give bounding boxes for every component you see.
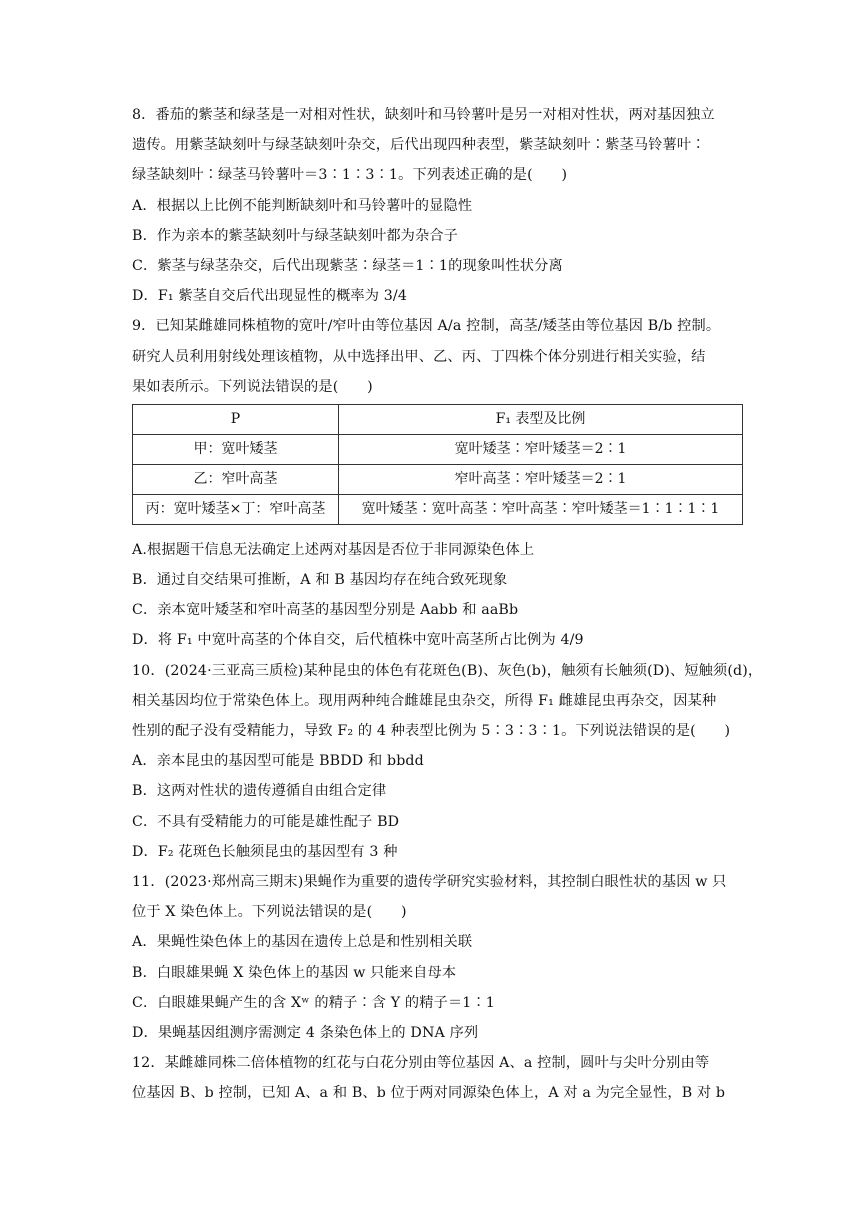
q11-option-a: A．果蝇性染色体上的基因在遗传上总是和性别相关联: [132, 934, 473, 951]
q8-option-c: C．紫茎与绿茎杂交，后代出现紫茎∶绿茎＝1∶1的现象叫性状分离: [132, 257, 563, 274]
table-cell: 甲：宽叶矮茎: [133, 434, 339, 464]
q10-stem-line: 性别的配子没有受精能力，导致 F₂ 的 4 种表型比例为 5∶3∶3∶1。下列说法错误的是( ): [132, 723, 731, 739]
q9-stem-line: 9．已知某雌雄同株植物的宽叶/窄叶由等位基因 A/a 控制，高茎/矮茎由等位基因 B/b 控制。: [132, 318, 721, 335]
table-header-cell: P: [133, 404, 339, 434]
q11-stem-line: 11．(2023·郑州高三期末)果蝇作为重要的遗传学研究实验材料，其控制白眼性状的基因 w 只: [132, 873, 727, 890]
q8-stem-line: 遗传。用紫茎缺刻叶与绿茎缺刻叶杂交，后代出现四种表型，紫茎缺刻叶∶紫茎马铃薯叶∶: [132, 137, 706, 154]
document-page: [132, 100, 763, 1108]
q10-stem-line: 10．(2024·三亚高三质检)某种昆虫的体色有花斑色(B)、灰色(b)，触须有长触须(D)、短触须(d)，: [132, 662, 763, 679]
table-cell: 窄叶高茎∶窄叶矮茎＝2∶1: [339, 464, 743, 494]
question-12: [132, 1048, 742, 1108]
q11-option-c: C．白眼雄果蝇产生的含 Xʷ 的精子∶含 Y 的精子＝1∶1: [132, 994, 495, 1011]
q8-stem-line: 8．番茄的紫茎和绿茎是一对相对性状，缺刻叶和马铃薯叶是另一对相对性状，两对基因独立: [132, 107, 715, 123]
question-8: [132, 100, 742, 311]
table-cell: 宽叶矮茎∶窄叶矮茎＝2∶1: [339, 434, 743, 464]
q8-option-b: B．作为亲本的紫茎缺刻叶与绿茎缺刻叶都为杂合子: [132, 227, 459, 244]
q10-option-d: D．F₂ 花斑色长触须昆虫的基因型有 3 种: [132, 843, 398, 860]
q11-option-d: D．果蝇基因组测序需测定 4 条染色体上的 DNA 序列: [132, 1024, 479, 1041]
q10-option-a: A．亲本昆虫的基因型可能是 BBDD 和 bbdd: [132, 753, 424, 770]
q9-option-d: D．将 F₁ 中宽叶高茎的个体自交，后代植株中宽叶高茎所占比例为 4/9: [132, 632, 584, 649]
q9-option-a: A.根据题干信息无法确定上述两对基因是否位于非同源染色体上: [132, 541, 535, 558]
q10-option-c: C．不具有受精能力的可能是雄性配子 BD: [132, 813, 400, 830]
q10-stem-line: 相关基因均位于常染色体上。现用两种纯合雌雄昆虫杂交，所得 F₁ 雌雄昆虫再杂交，因某种: [132, 692, 717, 709]
q8-option-d: D．F₁ 紫茎自交后代出现显性的概率为 3/4: [132, 288, 408, 305]
table-cell: 宽叶矮茎∶宽叶高茎∶窄叶高茎∶窄叶矮茎＝1∶1∶1∶1: [339, 494, 743, 524]
q11-option-b: B．白眼雄果蝇 X 染色体上的基因 w 只能来自母本: [132, 964, 457, 981]
question-11: [132, 867, 742, 1048]
q8-stem-line: 绿茎缺刻叶∶绿茎马铃薯叶＝3∶1∶3∶1。下列表述正确的是( ): [132, 167, 568, 184]
question-10: [132, 656, 763, 867]
q9-option-b: B．通过自交结果可推断，A 和 B 基因均存在纯合致死现象: [132, 572, 508, 589]
table-row: [133, 434, 743, 464]
question-9: [132, 311, 742, 655]
q12-stem-line: 12．某雌雄同株二倍体植物的红花与白花分别由等位基因 A、a 控制，圆叶与尖叶分别由等: [132, 1055, 710, 1072]
table-row: [133, 464, 743, 494]
q9-results-table: [132, 404, 743, 525]
table-row: [133, 494, 743, 524]
q9-option-c: C．亲本宽叶矮茎和窄叶高茎的基因型分别是 Aabb 和 aaBb: [132, 602, 519, 619]
table-header-cell: F₁ 表型及比例: [339, 404, 743, 434]
table-header-row: [133, 404, 743, 434]
q8-option-a: A．根据以上比例不能判断缺刻叶和马铃薯叶的显隐性: [132, 197, 473, 214]
q10-option-b: B．这两对性状的遗传遵循自由组合定律: [132, 783, 387, 800]
table-cell: 丙：宽叶矮茎×丁：窄叶高茎: [133, 494, 339, 524]
table-cell: 乙：窄叶高茎: [133, 464, 339, 494]
q12-stem-line: 位基因 B、b 控制，已知 A、a 和 B、b 位于两对同源染色体上，A 对 a 为完全显性，B 对 b: [132, 1085, 726, 1102]
q9-stem-line: 果如表所示。下列说法错误的是( ): [132, 378, 373, 395]
q9-stem-line: 研究人员利用射线处理该植物，从中选择出甲、乙、丙、丁四株个体分别进行相关实验，结: [132, 348, 706, 365]
q11-stem-line: 位于 X 染色体上。下列说法错误的是( ): [132, 904, 407, 921]
